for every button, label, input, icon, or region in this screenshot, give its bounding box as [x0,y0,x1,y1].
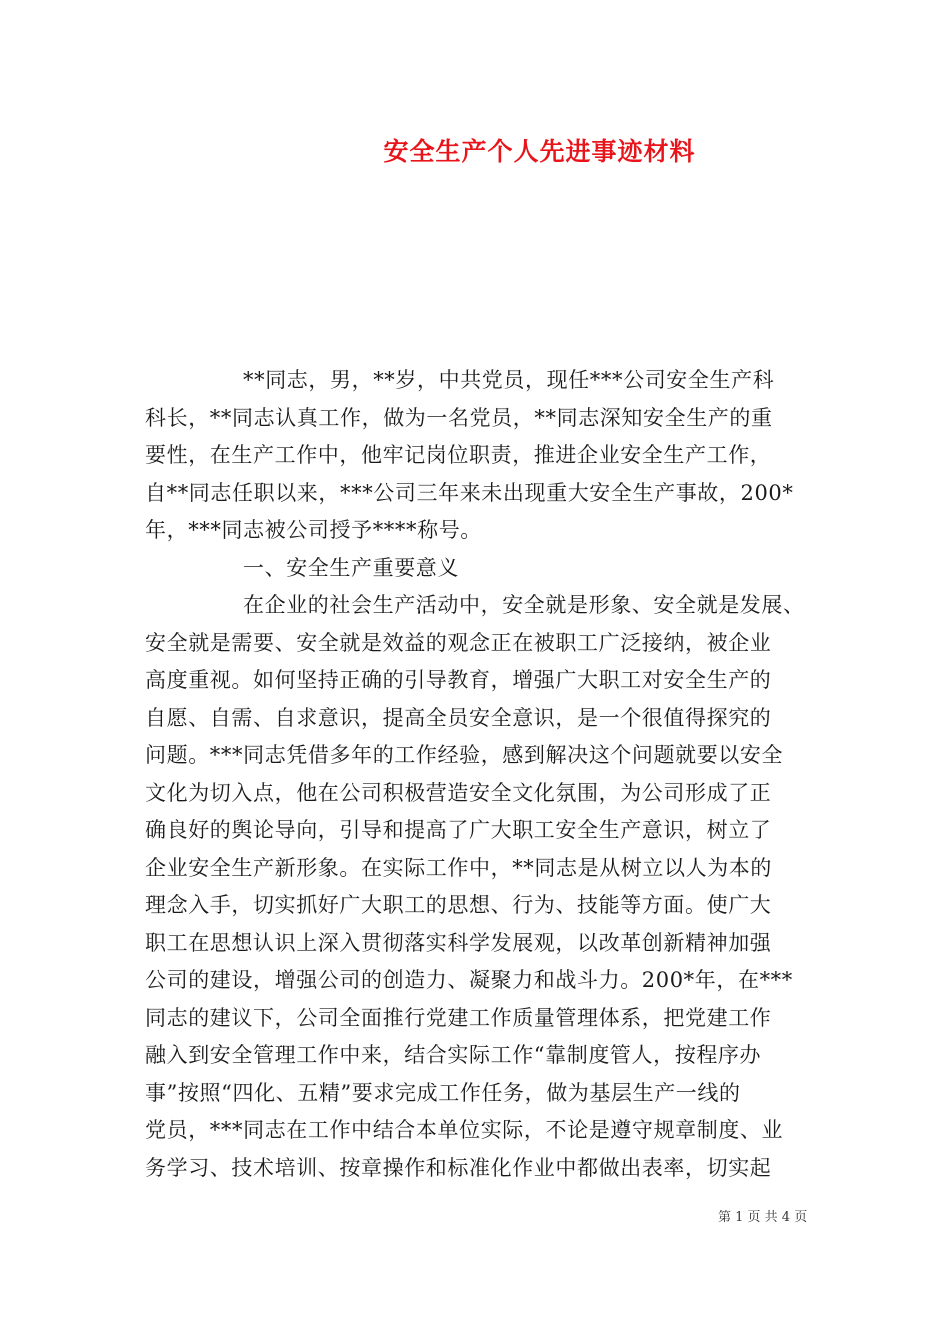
text-line: 安全就是需要、安全就是效益的观念正在被职工广泛接纳，被企业 [145,630,772,655]
text-line: 问题。***同志凭借多年的工作经验，感到解决这个问题就要以安全 [145,743,784,767]
text-line: 科长，**同志认真工作，做为一名党员，**同志深知安全生产的重 [145,405,773,430]
text-line: 融入到安全管理工作中来，结合实际工作“靠制度管人，按程序办 [145,1043,762,1067]
text-line: 事”按照“四化、五精”要求完成工作任务，做为基层生产一线的 [145,1080,741,1105]
text-line: 文化为切入点，他在公司积极营造安全文化氛围，为公司形成了正 [145,780,772,805]
document-body [145,362,835,1187]
text-line: 自**同志任职以来，***公司三年来未出现重大安全生产事故，200* [145,480,794,505]
text-line: 自愿、自需、自求意识，提高全员安全意识，是一个很值得探究的 [145,705,772,730]
text-line: 要性，在生产工作中，他牢记岗位职责，推进企业安全生产工作， [145,443,772,467]
text-line: 高度重视。如何坚持正确的引导教育，增强广大职工对安全生产的 [145,668,772,692]
text-line: 确良好的舆论导向，引导和提高了广大职工安全生产意识，树立了 [145,818,772,842]
text-line: 党员，***同志在工作中结合本单位实际，不论是遵守规章制度、业 [145,1118,784,1142]
text-line: 理念入手，切实抓好广大职工的思想、行为、技能等方面。使广大 [145,893,772,917]
text-line: 年，***同志被公司授予****称号。 [145,518,482,542]
text-line: 企业安全生产新形象。在实际工作中，**同志是从树立以人为本的 [145,855,772,880]
section-heading: 一、安全生产重要意义 [243,555,459,580]
text-line: 务学习、技术培训、按章操作和标准化作业中都做出表率，切实起 [145,1155,772,1180]
text-line: 在企业的社会生产活动中，安全就是形象、安全就是发展、 [243,593,805,617]
text-line: 公司的建设，增强公司的创造力、凝聚力和战斗力。200*年，在*** [145,968,793,992]
text-line: 同志的建议下，公司全面推行党建工作质量管理体系，把党建工作 [145,1005,772,1030]
page-footer: 第 1 页 共 4 页 [718,1210,808,1225]
text-line: **同志，男，**岁，中共党员，现任***公司安全生产科 [243,368,775,392]
text-line: 职工在思想认识上深入贯彻落实科学发展观，以改革创新精神加强 [145,930,772,955]
document-title: 安全生产个人先进事迹材料 [383,137,696,166]
